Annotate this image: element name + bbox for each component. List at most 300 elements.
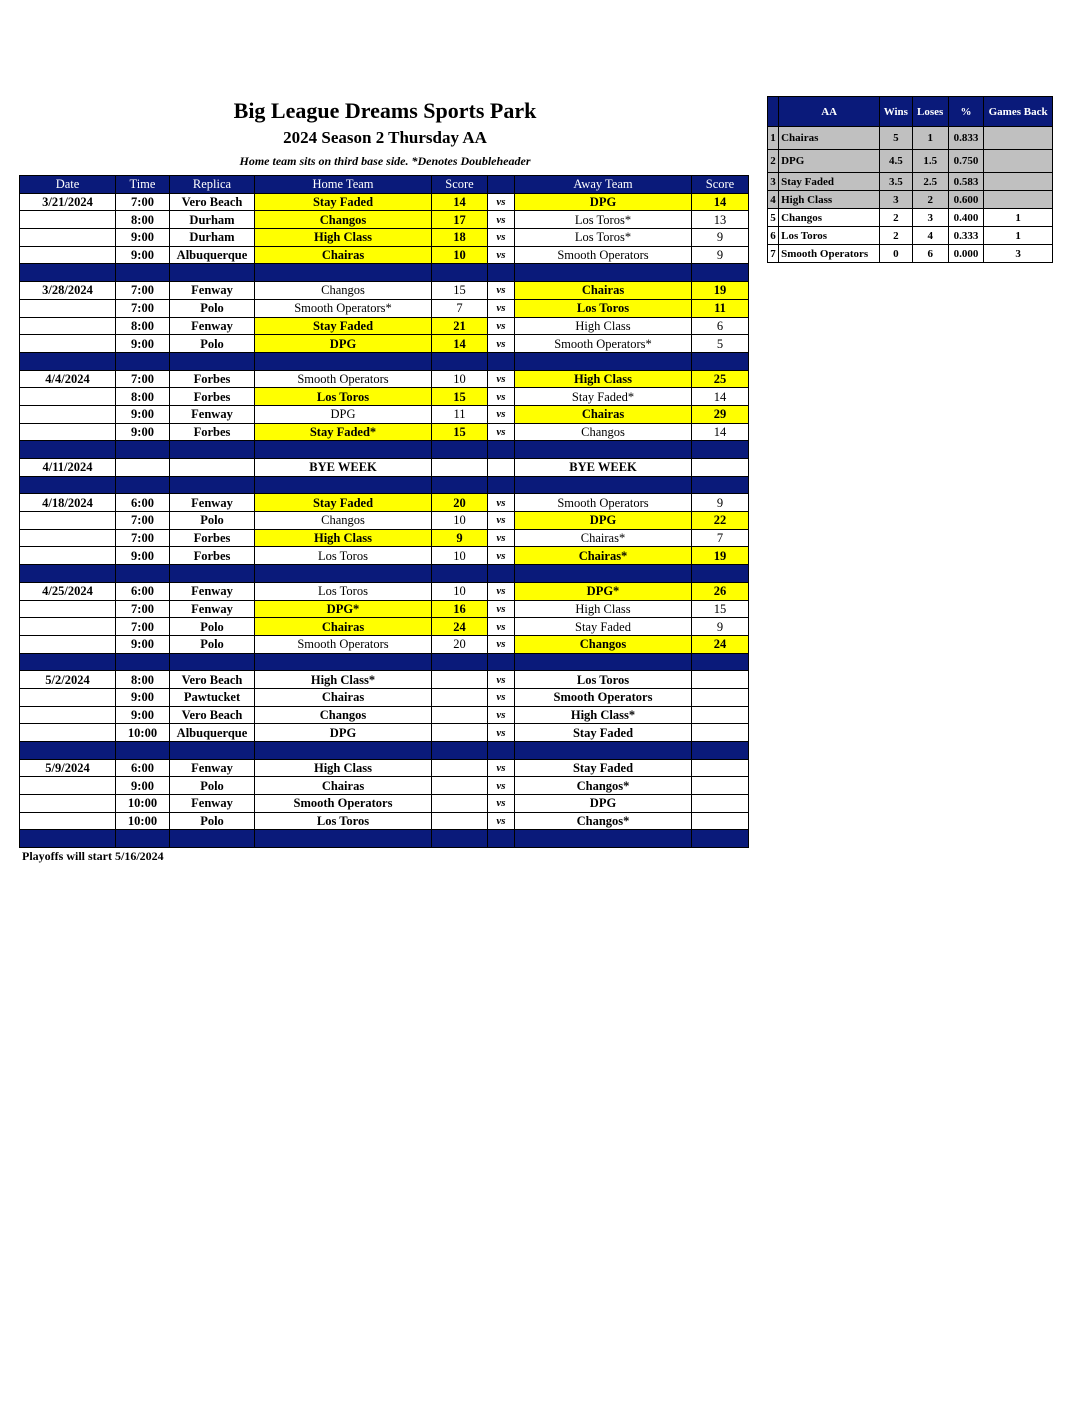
away-score: 19 <box>692 282 749 300</box>
away-score: 6 <box>692 317 749 335</box>
game-date <box>20 299 116 317</box>
separator-cell <box>20 565 116 583</box>
game-field: Vero Beach <box>170 706 255 724</box>
separator-cell <box>20 653 116 671</box>
game-date <box>20 688 116 706</box>
game-row <box>20 494 749 512</box>
standings-pct: 0.333 <box>948 227 983 245</box>
standings-pct: 0.583 <box>948 173 983 191</box>
separator-cell <box>116 653 170 671</box>
home-team: DPG* <box>255 600 432 618</box>
separator-cell <box>488 476 515 494</box>
game-row <box>20 529 749 547</box>
game-date <box>20 724 116 742</box>
game-date <box>20 547 116 565</box>
separator-cell <box>20 830 116 848</box>
separator-cell <box>515 565 692 583</box>
home-score <box>432 671 488 689</box>
away-team: Stay Faded* <box>515 388 692 406</box>
home-team: Smooth Operators <box>255 795 432 813</box>
away-score: 14 <box>692 388 749 406</box>
week-separator <box>20 441 749 459</box>
away-score: 15 <box>692 600 749 618</box>
standings-team: Smooth Operators <box>779 245 880 263</box>
season-subtitle: 2024 Season 2 Thursday AA <box>283 128 487 147</box>
game-row <box>20 671 749 689</box>
away-score <box>692 724 749 742</box>
home-team: DPG <box>255 724 432 742</box>
game-time: 7:00 <box>116 618 170 636</box>
vs-label: vs <box>488 812 515 830</box>
separator-cell <box>488 830 515 848</box>
game-date <box>20 229 116 247</box>
game-date: 4/4/2024 <box>20 370 116 388</box>
game-row <box>20 282 749 300</box>
col-home-team: Home Team <box>255 176 432 194</box>
game-date <box>20 246 116 264</box>
home-team: Los Toros <box>255 582 432 600</box>
away-team: Smooth Operators <box>515 494 692 512</box>
home-score: 10 <box>432 512 488 530</box>
game-field: Albuquerque <box>170 724 255 742</box>
separator-cell <box>515 264 692 282</box>
game-time: 7:00 <box>116 600 170 618</box>
separator-cell <box>20 352 116 370</box>
game-field <box>170 459 255 477</box>
standings-row <box>768 191 1053 209</box>
away-team: Stay Faded <box>515 724 692 742</box>
game-time: 10:00 <box>116 812 170 830</box>
standings-team: Chairas <box>779 127 880 150</box>
standings-loses: 1.5 <box>912 150 948 173</box>
separator-cell <box>255 565 432 583</box>
separator-cell <box>255 352 432 370</box>
vs-label: vs <box>488 777 515 795</box>
col-away-team: Away Team <box>515 176 692 194</box>
week-separator <box>20 476 749 494</box>
home-score: 21 <box>432 317 488 335</box>
standings-loses: 1 <box>912 127 948 150</box>
separator-cell <box>692 264 749 282</box>
home-team: Changos <box>255 706 432 724</box>
home-score <box>432 706 488 724</box>
away-team: DPG <box>515 193 692 211</box>
standings-team: Los Toros <box>779 227 880 245</box>
separator-cell <box>488 264 515 282</box>
vs-label: vs <box>488 547 515 565</box>
home-score: 10 <box>432 246 488 264</box>
away-score: 13 <box>692 211 749 229</box>
away-score <box>692 688 749 706</box>
separator-cell <box>170 476 255 494</box>
separator-cell <box>255 830 432 848</box>
game-row <box>20 635 749 653</box>
separator-cell <box>255 476 432 494</box>
standings-col-wins: Wins <box>880 97 912 127</box>
home-team: Chairas <box>255 246 432 264</box>
game-date <box>20 405 116 423</box>
standings-row <box>768 173 1053 191</box>
game-time: 7:00 <box>116 282 170 300</box>
away-team: DPG <box>515 512 692 530</box>
home-team: Los Toros <box>255 812 432 830</box>
home-team: Smooth Operators* <box>255 299 432 317</box>
standings-games-back: 1 <box>984 209 1053 227</box>
game-field: Fenway <box>170 405 255 423</box>
game-field: Fenway <box>170 317 255 335</box>
game-row <box>20 688 749 706</box>
standings-team: High Class <box>779 191 880 209</box>
game-time: 9:00 <box>116 706 170 724</box>
separator-cell <box>20 441 116 459</box>
vs-label: vs <box>488 759 515 777</box>
standings-rank: 3 <box>768 173 779 191</box>
game-field: Vero Beach <box>170 671 255 689</box>
away-score: 9 <box>692 494 749 512</box>
home-score: 18 <box>432 229 488 247</box>
home-score: 15 <box>432 282 488 300</box>
game-time: 9:00 <box>116 405 170 423</box>
home-team: Stay Faded <box>255 193 432 211</box>
home-score: 11 <box>432 405 488 423</box>
vs-label: vs <box>488 600 515 618</box>
vs-label: vs <box>488 423 515 441</box>
away-score: 19 <box>692 547 749 565</box>
standings-games-back: 3 <box>984 245 1053 263</box>
vs-label: vs <box>488 246 515 264</box>
separator-cell <box>170 830 255 848</box>
game-field: Fenway <box>170 582 255 600</box>
away-team: Stay Faded <box>515 618 692 636</box>
game-row <box>20 317 749 335</box>
separator-cell <box>692 742 749 760</box>
game-date <box>20 211 116 229</box>
game-time: 7:00 <box>116 299 170 317</box>
separator-cell <box>116 742 170 760</box>
game-field: Fenway <box>170 795 255 813</box>
game-field: Polo <box>170 512 255 530</box>
game-date: 5/9/2024 <box>20 759 116 777</box>
separator-cell <box>432 264 488 282</box>
away-team: Los Toros* <box>515 229 692 247</box>
away-team: Chairas <box>515 282 692 300</box>
separator-cell <box>692 565 749 583</box>
game-row <box>20 512 749 530</box>
game-date: 4/25/2024 <box>20 582 116 600</box>
game-date <box>20 388 116 406</box>
col-vs <box>488 176 515 194</box>
home-score: 10 <box>432 547 488 565</box>
game-date <box>20 618 116 636</box>
game-field: Fenway <box>170 282 255 300</box>
separator-cell <box>692 352 749 370</box>
standings-rank: 2 <box>768 150 779 173</box>
home-score: 9 <box>432 529 488 547</box>
away-team: Smooth Operators <box>515 688 692 706</box>
separator-cell <box>432 441 488 459</box>
home-team: DPG <box>255 405 432 423</box>
game-row <box>20 582 749 600</box>
game-time: 9:00 <box>116 335 170 353</box>
game-date: 4/11/2024 <box>20 459 116 477</box>
game-field: Polo <box>170 812 255 830</box>
game-time: 7:00 <box>116 370 170 388</box>
game-time: 7:00 <box>116 193 170 211</box>
away-score: 9 <box>692 618 749 636</box>
standings-loses: 2.5 <box>912 173 948 191</box>
home-team: Stay Faded* <box>255 423 432 441</box>
col-time: Time <box>116 176 170 194</box>
col-date: Date <box>20 176 116 194</box>
game-date <box>20 795 116 813</box>
separator-cell <box>432 830 488 848</box>
home-team: Los Toros <box>255 388 432 406</box>
separator-cell <box>692 830 749 848</box>
standings-wins: 4.5 <box>880 150 912 173</box>
vs-label: vs <box>488 706 515 724</box>
separator-cell <box>116 476 170 494</box>
vs-label: vs <box>488 388 515 406</box>
game-row <box>20 459 749 477</box>
separator-cell <box>116 264 170 282</box>
vs-label: vs <box>488 635 515 653</box>
week-separator <box>20 653 749 671</box>
game-row <box>20 795 749 813</box>
game-row <box>20 423 749 441</box>
standings-pct: 0.750 <box>948 150 983 173</box>
standings-games-back: 1 <box>984 227 1053 245</box>
standings-pct: 0.833 <box>948 127 983 150</box>
game-time: 9:00 <box>116 688 170 706</box>
separator-cell <box>432 352 488 370</box>
away-score: 7 <box>692 529 749 547</box>
away-score <box>692 777 749 795</box>
standings-team: Stay Faded <box>779 173 880 191</box>
away-team: High Class <box>515 317 692 335</box>
page-title: Big League Dreams Sports Park <box>233 98 537 123</box>
away-score: 14 <box>692 423 749 441</box>
separator-cell <box>488 742 515 760</box>
game-date <box>20 777 116 795</box>
game-row <box>20 600 749 618</box>
vs-label: vs <box>488 582 515 600</box>
away-score: 14 <box>692 193 749 211</box>
game-field: Forbes <box>170 370 255 388</box>
game-row <box>20 724 749 742</box>
standings-rank: 5 <box>768 209 779 227</box>
away-score <box>692 759 749 777</box>
away-team: Chairas* <box>515 529 692 547</box>
separator-cell <box>170 441 255 459</box>
schedule-table <box>19 175 749 848</box>
standings-header-row <box>768 97 1053 127</box>
vs-label: vs <box>488 795 515 813</box>
game-time: 6:00 <box>116 494 170 512</box>
away-team: Stay Faded <box>515 759 692 777</box>
vs-label: vs <box>488 671 515 689</box>
away-score: 26 <box>692 582 749 600</box>
game-field: Durham <box>170 211 255 229</box>
separator-cell <box>432 742 488 760</box>
game-row <box>20 335 749 353</box>
standings-pct: 0.400 <box>948 209 983 227</box>
game-row <box>20 706 749 724</box>
game-time: 8:00 <box>116 317 170 335</box>
away-team: DPG <box>515 795 692 813</box>
separator-cell <box>488 653 515 671</box>
game-time: 10:00 <box>116 795 170 813</box>
game-time: 9:00 <box>116 229 170 247</box>
away-score: 9 <box>692 229 749 247</box>
game-field: Fenway <box>170 600 255 618</box>
away-team: High Class* <box>515 706 692 724</box>
standings-rank: 7 <box>768 245 779 263</box>
game-row <box>20 388 749 406</box>
game-time: 7:00 <box>116 512 170 530</box>
separator-cell <box>170 565 255 583</box>
separator-cell <box>170 742 255 760</box>
vs-label: vs <box>488 724 515 742</box>
game-time: 10:00 <box>116 724 170 742</box>
game-field: Albuquerque <box>170 246 255 264</box>
standings-wins: 0 <box>880 245 912 263</box>
week-separator <box>20 352 749 370</box>
home-score <box>432 459 488 477</box>
game-time: 9:00 <box>116 635 170 653</box>
away-team: Los Toros <box>515 671 692 689</box>
away-score <box>692 812 749 830</box>
away-team: Smooth Operators* <box>515 335 692 353</box>
standings-col-rank <box>768 97 779 127</box>
home-team: Stay Faded <box>255 494 432 512</box>
game-field: Forbes <box>170 529 255 547</box>
week-separator <box>20 264 749 282</box>
game-time: 9:00 <box>116 547 170 565</box>
schedule-header-row <box>20 176 749 194</box>
away-team: Changos <box>515 635 692 653</box>
vs-label: vs <box>488 405 515 423</box>
standings-row <box>768 127 1053 150</box>
standings-loses: 4 <box>912 227 948 245</box>
away-score: 24 <box>692 635 749 653</box>
away-team: Los Toros <box>515 299 692 317</box>
vs-label: vs <box>488 529 515 547</box>
separator-cell <box>515 653 692 671</box>
home-team: High Class <box>255 529 432 547</box>
game-date <box>20 529 116 547</box>
home-score: 24 <box>432 618 488 636</box>
standings-rank: 1 <box>768 127 779 150</box>
standings-loses: 6 <box>912 245 948 263</box>
home-team: High Class* <box>255 671 432 689</box>
home-team: Los Toros <box>255 547 432 565</box>
home-team: DPG <box>255 335 432 353</box>
separator-cell <box>255 742 432 760</box>
game-date <box>20 600 116 618</box>
home-score: 14 <box>432 335 488 353</box>
game-time: 8:00 <box>116 388 170 406</box>
away-team: Smooth Operators <box>515 246 692 264</box>
separator-cell <box>255 441 432 459</box>
week-separator <box>20 565 749 583</box>
game-row <box>20 759 749 777</box>
home-team: BYE WEEK <box>255 459 432 477</box>
game-date <box>20 335 116 353</box>
home-team: Stay Faded <box>255 317 432 335</box>
separator-cell <box>515 830 692 848</box>
vs-label: vs <box>488 317 515 335</box>
away-team: DPG* <box>515 582 692 600</box>
game-field: Forbes <box>170 547 255 565</box>
home-score <box>432 795 488 813</box>
standings-pct: 0.000 <box>948 245 983 263</box>
home-score: 17 <box>432 211 488 229</box>
standings-loses: 3 <box>912 209 948 227</box>
home-team: Smooth Operators <box>255 370 432 388</box>
home-score: 7 <box>432 299 488 317</box>
away-team: Los Toros* <box>515 211 692 229</box>
separator-cell <box>692 653 749 671</box>
away-score: 22 <box>692 512 749 530</box>
away-score: 5 <box>692 335 749 353</box>
game-time: 8:00 <box>116 671 170 689</box>
game-row <box>20 193 749 211</box>
vs-label: vs <box>488 370 515 388</box>
game-time: 7:00 <box>116 529 170 547</box>
away-team: BYE WEEK <box>515 459 692 477</box>
away-team: Changos <box>515 423 692 441</box>
separator-cell <box>432 565 488 583</box>
game-date <box>20 706 116 724</box>
home-score: 15 <box>432 423 488 441</box>
game-field: Fenway <box>170 759 255 777</box>
away-score: 9 <box>692 246 749 264</box>
game-field: Forbes <box>170 423 255 441</box>
schedule-note: Home team sits on third base side. *Denotes Doubleheader <box>239 154 531 168</box>
home-team: Chairas <box>255 688 432 706</box>
separator-cell <box>170 653 255 671</box>
col-away-score: Score <box>692 176 749 194</box>
home-score: 14 <box>432 193 488 211</box>
separator-cell <box>170 264 255 282</box>
standings-table <box>767 96 1053 263</box>
separator-cell <box>116 830 170 848</box>
vs-label: vs <box>488 299 515 317</box>
standings-row <box>768 150 1053 173</box>
separator-cell <box>515 352 692 370</box>
standings-team: DPG <box>779 150 880 173</box>
home-score: 10 <box>432 370 488 388</box>
home-team: Changos <box>255 211 432 229</box>
separator-cell <box>20 742 116 760</box>
game-date: 5/2/2024 <box>20 671 116 689</box>
separator-cell <box>170 352 255 370</box>
home-score: 20 <box>432 494 488 512</box>
playoffs-note: Playoffs will start 5/16/2024 <box>22 849 164 863</box>
separator-cell <box>116 441 170 459</box>
game-row <box>20 370 749 388</box>
separator-cell <box>488 565 515 583</box>
standings-wins: 3 <box>880 191 912 209</box>
game-time: 9:00 <box>116 777 170 795</box>
standings-col-games-back: Games Back <box>984 97 1053 127</box>
separator-cell <box>488 352 515 370</box>
game-date <box>20 423 116 441</box>
away-score: 11 <box>692 299 749 317</box>
game-field: Fenway <box>170 494 255 512</box>
standings-wins: 2 <box>880 209 912 227</box>
vs-label: vs <box>488 193 515 211</box>
